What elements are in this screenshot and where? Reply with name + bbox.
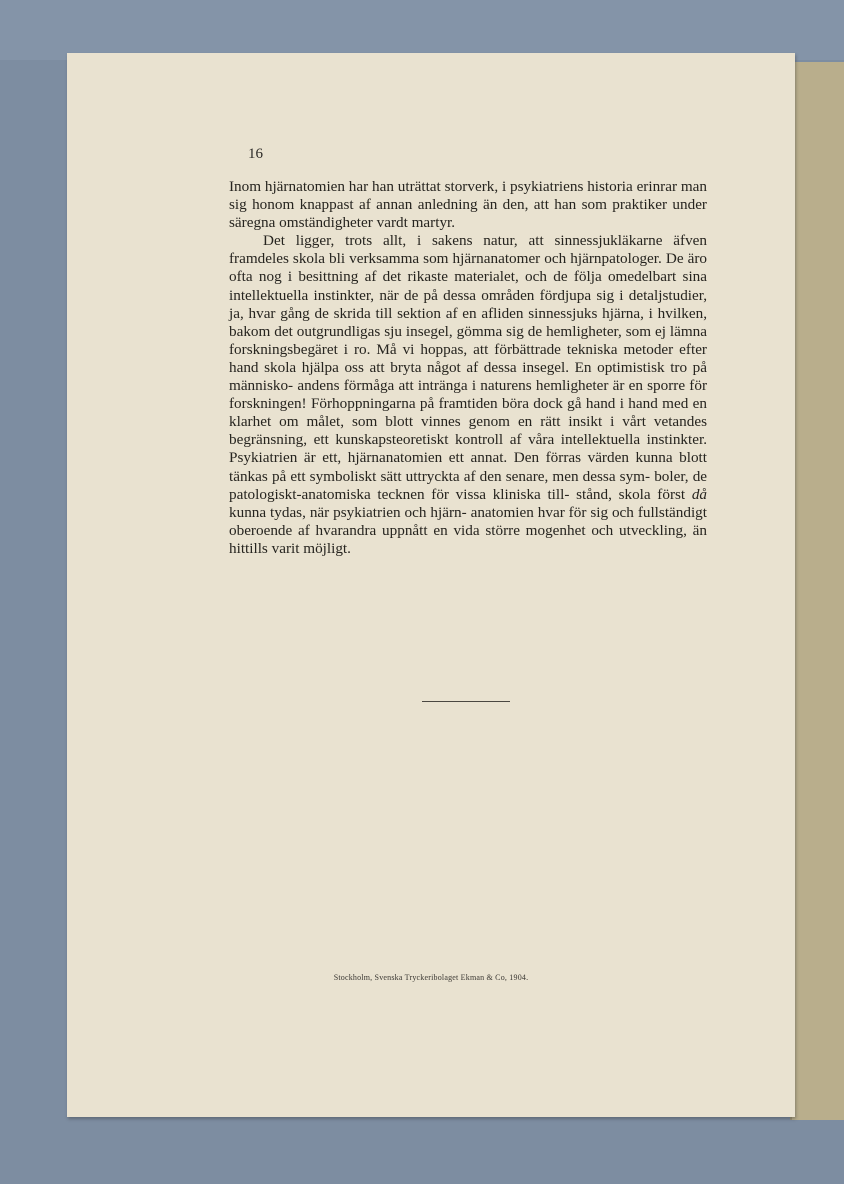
text-line: hjärnanatomien ett annat. Den förras värden kunna blott tänkas: [229, 449, 707, 485]
text-line: hemligheter, som ej lämna forskningsbegäret i ro. Må vi hoppas,: [229, 322, 707, 358]
text-line: gång de skrida till sektion af en afliden sinnessjuks hjärna, i: [280, 304, 653, 322]
text-fragment: stånd, skola först: [576, 485, 692, 503]
text-line: Inom hjärnatomien har han uträttat storverk, i psykiatriens: [229, 178, 584, 195]
section-divider: [422, 701, 510, 702]
text-line: att förbättrade tekniska metoder efter hand skola hjälpa oss: [229, 340, 707, 376]
emphasized-word: då: [691, 485, 707, 503]
text-line: boler, de patologiskt-anatomiska tecknen för vissa kliniska till-: [229, 467, 708, 503]
text-line: än den, att han som praktiker under säregna omständigheter: [229, 196, 707, 232]
text-line: äfven framdeles skola bli verksamma som hjärnanatomer och: [229, 232, 708, 268]
text-line: en rätt insikt i vårt vetandes begränsning, ett kunskapsteoretiskt: [229, 413, 707, 449]
adjacent-page-edge: [790, 62, 844, 1120]
text-line: andens förmåga att intränga i naturens hemligheter är en sporre: [297, 377, 686, 395]
body-text: [229, 178, 707, 558]
text-fragment: kunna tydas, när psykiatrien och hjärn-: [229, 503, 467, 521]
printer-imprint: Stockholm, Svenska Tryckeribolaget Ekman & Co, 1904.: [333, 973, 529, 982]
page-number: 16: [248, 146, 263, 162]
text-line: Det ligger, trots allt, i sakens natur, att sinnessjukläkarne: [263, 232, 663, 250]
text-line: anatomien hvar för sig och fullständigt oberoende af hvarandra: [229, 503, 707, 539]
text-line: hjärnpatologer. De äro ofta nog i besittning af det rikaste: [229, 250, 707, 286]
text-line: kontroll af våra intellektuella instinkter. Psykiatrien är ett,: [229, 431, 708, 467]
text-line: materialet, och de följa omedelbart sina intellektuella instinkter,: [229, 268, 708, 304]
paragraph-1: [229, 178, 707, 232]
text-line: att bryta något af dessa insegel. En optimistisk tro på människo-: [229, 358, 707, 395]
text-line: vardt martyr.: [376, 214, 456, 232]
text-line: när de på dessa områden fördjupa sig i detaljstudier, ja, hvar: [229, 286, 708, 322]
text-line: historia erinrar man sig honom knappast af annan anledning: [229, 178, 707, 214]
paragraph-2: [229, 232, 707, 558]
text-line: möjligt.: [303, 539, 351, 557]
document-page: [67, 53, 795, 1117]
text-line: uppnått en vida större mogenhet och utveckling, än hittills varit: [229, 521, 708, 557]
text-line: för forskningen! Förhoppningarna på framtiden böra dock gå: [229, 377, 708, 413]
text-line: på ett symboliskt sätt uttryckta af den senare, men dessa sym-: [271, 467, 651, 485]
text-line: hand i hand med en klarhet om målet, som blott vinnes genom: [229, 395, 708, 431]
text-line: hvilken, bakom det outgrundligas sju insegel, gömma sig de: [229, 304, 708, 340]
scanner-background: [0, 0, 844, 60]
